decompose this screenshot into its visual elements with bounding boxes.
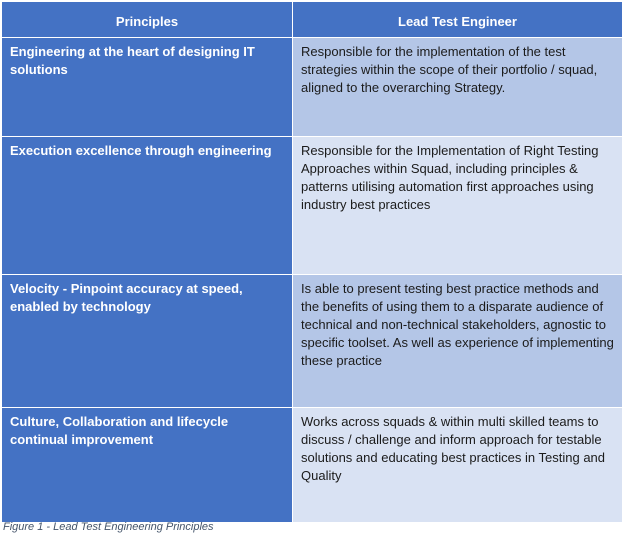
description-cell: Works across squads & within multi skilled teams to discuss / challenge and inform approach for testable solutions and educating best practices in Testing and Quality [293, 408, 622, 523]
principles-table [1, 1, 622, 523]
table-row [2, 38, 622, 137]
principle-cell: Execution excellence through engineering [2, 137, 293, 275]
description-cell: Responsible for the Implementation of Right Testing Approaches within Squad, including principles & patterns utilising automation first approaches using industry best practices [293, 137, 622, 275]
figure-caption: Figure 1 - Lead Test Engineering Principles [3, 521, 214, 533]
table-row [2, 408, 622, 523]
principle-cell: Culture, Collaboration and lifecycle continual improvement [2, 408, 293, 523]
header-principles: Principles [2, 2, 293, 38]
header-lead-test-engineer: Lead Test Engineer [293, 2, 622, 38]
table-row [2, 137, 622, 275]
description-cell: Is able to present testing best practice methods and the benefits of using them to a disparate audience of technical and non-technical stakeholders, agnostic to specific toolset. As well as experience of implementing these practice [293, 275, 622, 408]
table-row [2, 275, 622, 408]
principle-cell: Engineering at the heart of designing IT solutions [2, 38, 293, 137]
principle-cell: Velocity - Pinpoint accuracy at speed, enabled by technology [2, 275, 293, 408]
table-header-row [2, 2, 622, 38]
description-cell: Responsible for the implementation of the test strategies within the scope of their portfolio / squad, aligned to the overarching Strategy. [293, 38, 622, 137]
